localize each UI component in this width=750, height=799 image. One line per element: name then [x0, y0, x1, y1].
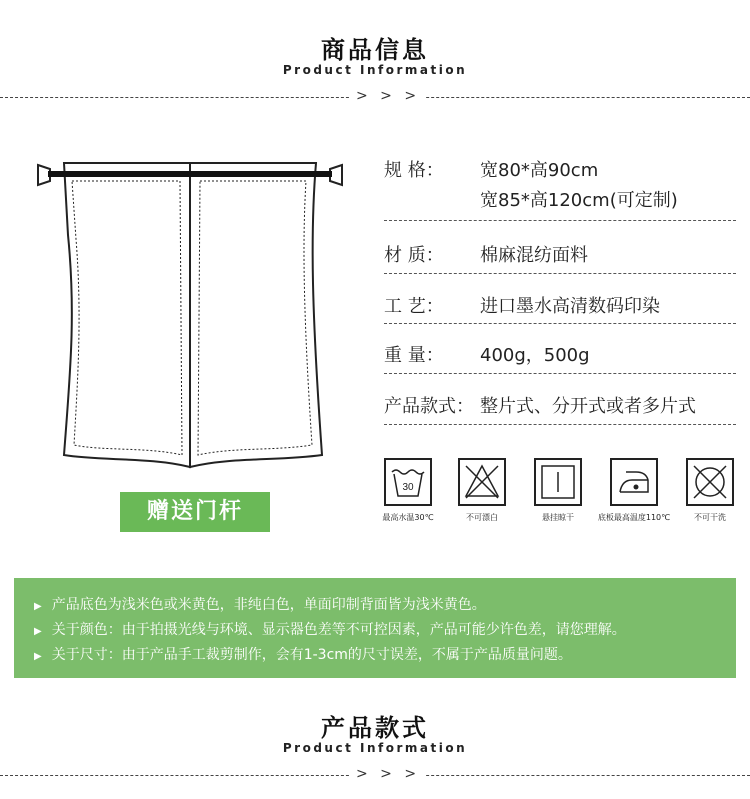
notice-item: [34, 619, 626, 639]
spec-style: [384, 392, 736, 418]
notice-item: [34, 644, 572, 664]
spec-label: 规 格：: [384, 160, 444, 181]
wash-30-icon: [384, 458, 432, 506]
spec-value: 棉麻混纺面料: [480, 245, 588, 266]
arrow-icon: ▶: [34, 626, 42, 637]
care-label: 悬挂晾干: [542, 513, 574, 522]
hang-dry-icon: [534, 458, 582, 506]
notice-text: 关于尺寸：由于产品手工裁剪制作，会有1-3cm的尺寸误差，不属于产品质量问题。: [51, 647, 572, 663]
iron-icon: [610, 458, 658, 506]
spec-value: 整片式、分开式或者多片式: [480, 396, 696, 417]
care-label: 底板最高温度110℃: [597, 513, 671, 522]
notice-text: 产品底色为浅米色或米黄色，非纯白色，单面印制背面皆为浅米黄色。: [51, 597, 486, 613]
section-subtitle: Product Information: [282, 63, 468, 77]
section-title: 商品信息: [321, 36, 429, 64]
notice-item: [34, 594, 486, 614]
spec-label: 材 质：: [384, 245, 444, 266]
spec-divider: [384, 424, 736, 425]
arrow-icon: ▶: [34, 601, 42, 612]
chevrons: > > >: [350, 88, 426, 104]
chevrons: > > >: [350, 766, 426, 782]
care-label: 不可干洗: [694, 513, 726, 522]
spec-craft: [384, 292, 736, 318]
wash-temp-number: 30: [402, 482, 414, 493]
spec-label: 重 量：: [384, 345, 444, 366]
section-title: 产品款式: [321, 714, 429, 742]
spec-divider: [384, 373, 736, 374]
spec-size: [384, 156, 736, 182]
spec-value: 宽80*高90cm: [480, 160, 599, 181]
spec-divider: [384, 220, 736, 221]
gift-rod-badge: 赠送门杆: [120, 492, 270, 532]
spec-size-2: 宽85*高120cm(可定制): [480, 190, 678, 211]
spec-divider: [384, 273, 736, 274]
spec-value: 400g，500g: [480, 345, 590, 366]
spec-material: [384, 241, 736, 267]
section-subtitle: Product Information: [282, 741, 468, 755]
care-label: 不可漂白: [466, 513, 498, 522]
spec-value: 进口墨水高清数码印染: [480, 296, 660, 317]
spec-weight: [384, 341, 736, 367]
spec-divider: [384, 323, 736, 324]
care-label: 最高水温30℃: [382, 513, 434, 522]
no-bleach-icon: [458, 458, 506, 506]
no-dry-clean-icon: [686, 458, 734, 506]
spec-label: 工 艺：: [384, 296, 444, 317]
notice-text: 关于颜色：由于拍摄光线与环境、显示器色差等不可控因素，产品可能少许色差，请您理解。: [51, 622, 626, 638]
arrow-icon: ▶: [34, 651, 42, 662]
spec-label: 产品款式：: [384, 396, 474, 417]
curtain-illustration: [30, 155, 350, 475]
